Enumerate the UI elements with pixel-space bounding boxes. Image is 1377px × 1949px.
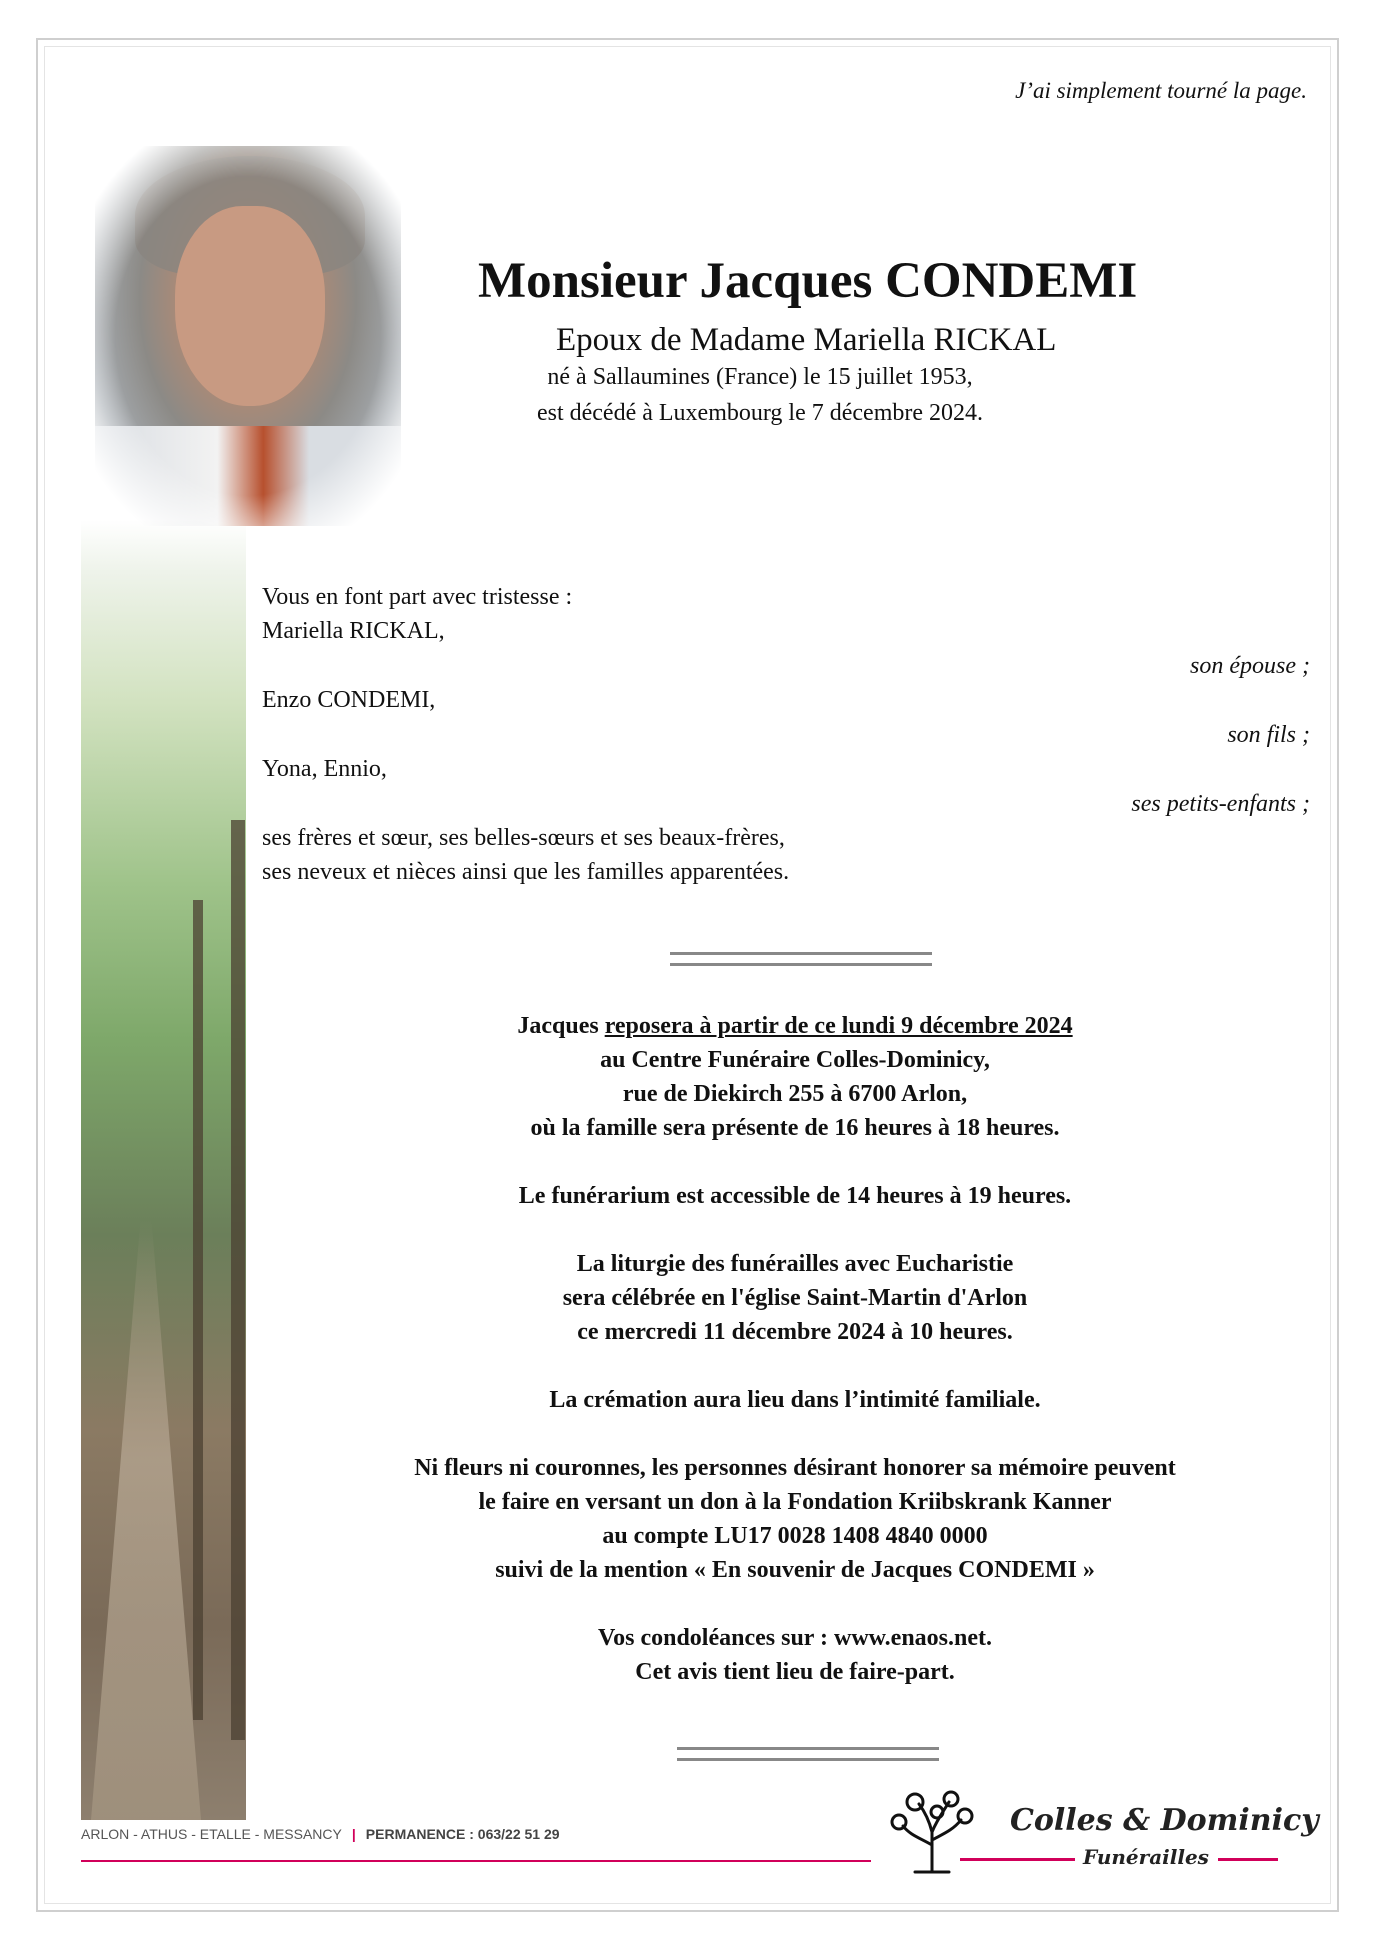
- deceased-spouse: Epoux de Madame Mariella RICKAL: [556, 322, 1057, 358]
- liturgy-line: La liturgie des funérailles avec Eucharistie: [576, 1251, 1014, 1277]
- family-intro: Vous en font part avec tristesse :: [262, 584, 573, 610]
- family-member-relation: son épouse ;: [1190, 653, 1310, 679]
- family-member-name: Yona, Ennio,: [262, 756, 387, 782]
- family-member-relation: son fils ;: [1227, 722, 1310, 748]
- rest-prefix: Jacques: [517, 1013, 605, 1039]
- condolences-link: Vos condoléances sur : www.enaos.net.: [597, 1625, 993, 1651]
- family-member-name: Enzo CONDEMI,: [262, 687, 436, 713]
- divider: [677, 1747, 939, 1761]
- divider: [670, 952, 932, 966]
- family-member-relation: ses petits-enfants ;: [1131, 791, 1310, 817]
- family-member-name: Mariella RICKAL,: [262, 618, 445, 644]
- tree-trunk: [231, 820, 245, 1740]
- donation-line: Ni fleurs ni couronnes, les personnes désirant honorer sa mémoire peuvent: [414, 1455, 1176, 1481]
- footer-permanence: PERMANENCE : 063/22 51 29: [365, 1826, 560, 1842]
- rest-location: au Centre Funéraire Colles-Dominicy,: [600, 1047, 990, 1073]
- footer-locations: ARLON - ATHUS - ETALLE - MESSANCY: [81, 1826, 342, 1842]
- footer-rule: [81, 1860, 871, 1862]
- funeral-details: [290, 1009, 1300, 1689]
- birth-info: né à Sallaumines (France) le 15 juillet 1953,: [547, 364, 973, 390]
- tree-logo-icon: [885, 1790, 980, 1875]
- liturgy-line: sera célébrée en l'église Saint-Martin d'Arlon: [562, 1285, 1028, 1311]
- epigraph: J’ai simplement tourné la page.: [1015, 78, 1307, 103]
- rest-line: [290, 1009, 1300, 1043]
- rest-address: rue de Diekirch 255 à 6700 Arlon,: [622, 1081, 968, 1107]
- brand-name: Colles & Dominicy: [1010, 1803, 1319, 1838]
- deceased-name: Monsieur Jacques CONDEMI: [478, 253, 1138, 309]
- donation-line: le faire en versant un don à la Fondation Kriibskrank Kanner: [478, 1489, 1112, 1515]
- forest-path: [91, 1220, 201, 1820]
- rest-date: reposera à partir de ce lundi 9 décembre 2024: [604, 1013, 1073, 1039]
- death-info: est décédé à Luxembourg le 7 décembre 2024.: [536, 400, 984, 426]
- rest-hours: où la famille sera présente de 16 heures à 18 heures.: [530, 1115, 1060, 1141]
- forest-path-image: [81, 520, 246, 1820]
- portrait-face: [175, 206, 325, 406]
- donation-line: suivi de la mention « En souvenir de Jacques CONDEMI »: [495, 1557, 1095, 1583]
- notice-text: Cet avis tient lieu de faire-part.: [635, 1659, 955, 1685]
- funerarium-hours: Le funérarium est accessible de 14 heures à 19 heures.: [518, 1183, 1072, 1209]
- family-others-line: ses neveux et nièces ainsi que les familles apparentées.: [262, 859, 790, 885]
- brand-rule-right: [1218, 1858, 1278, 1861]
- brand-rule-left: [960, 1858, 1075, 1861]
- tree-trunk: [193, 900, 203, 1720]
- cremation-info: La crémation aura lieu dans l’intimité familiale.: [549, 1387, 1041, 1413]
- donation-account: au compte LU17 0028 1408 4840 0000: [602, 1523, 988, 1549]
- portrait-shirt: [95, 426, 401, 526]
- liturgy-line: ce mercredi 11 décembre 2024 à 10 heures.: [577, 1319, 1013, 1345]
- brand-subtitle: Funérailles: [1083, 1845, 1209, 1869]
- footer-separator: |: [351, 1826, 356, 1842]
- footer-contact: [81, 1826, 560, 1842]
- family-others-line: ses frères et sœur, ses belles-sœurs et ses beaux-frères,: [262, 825, 785, 851]
- portrait-photo: [95, 146, 401, 526]
